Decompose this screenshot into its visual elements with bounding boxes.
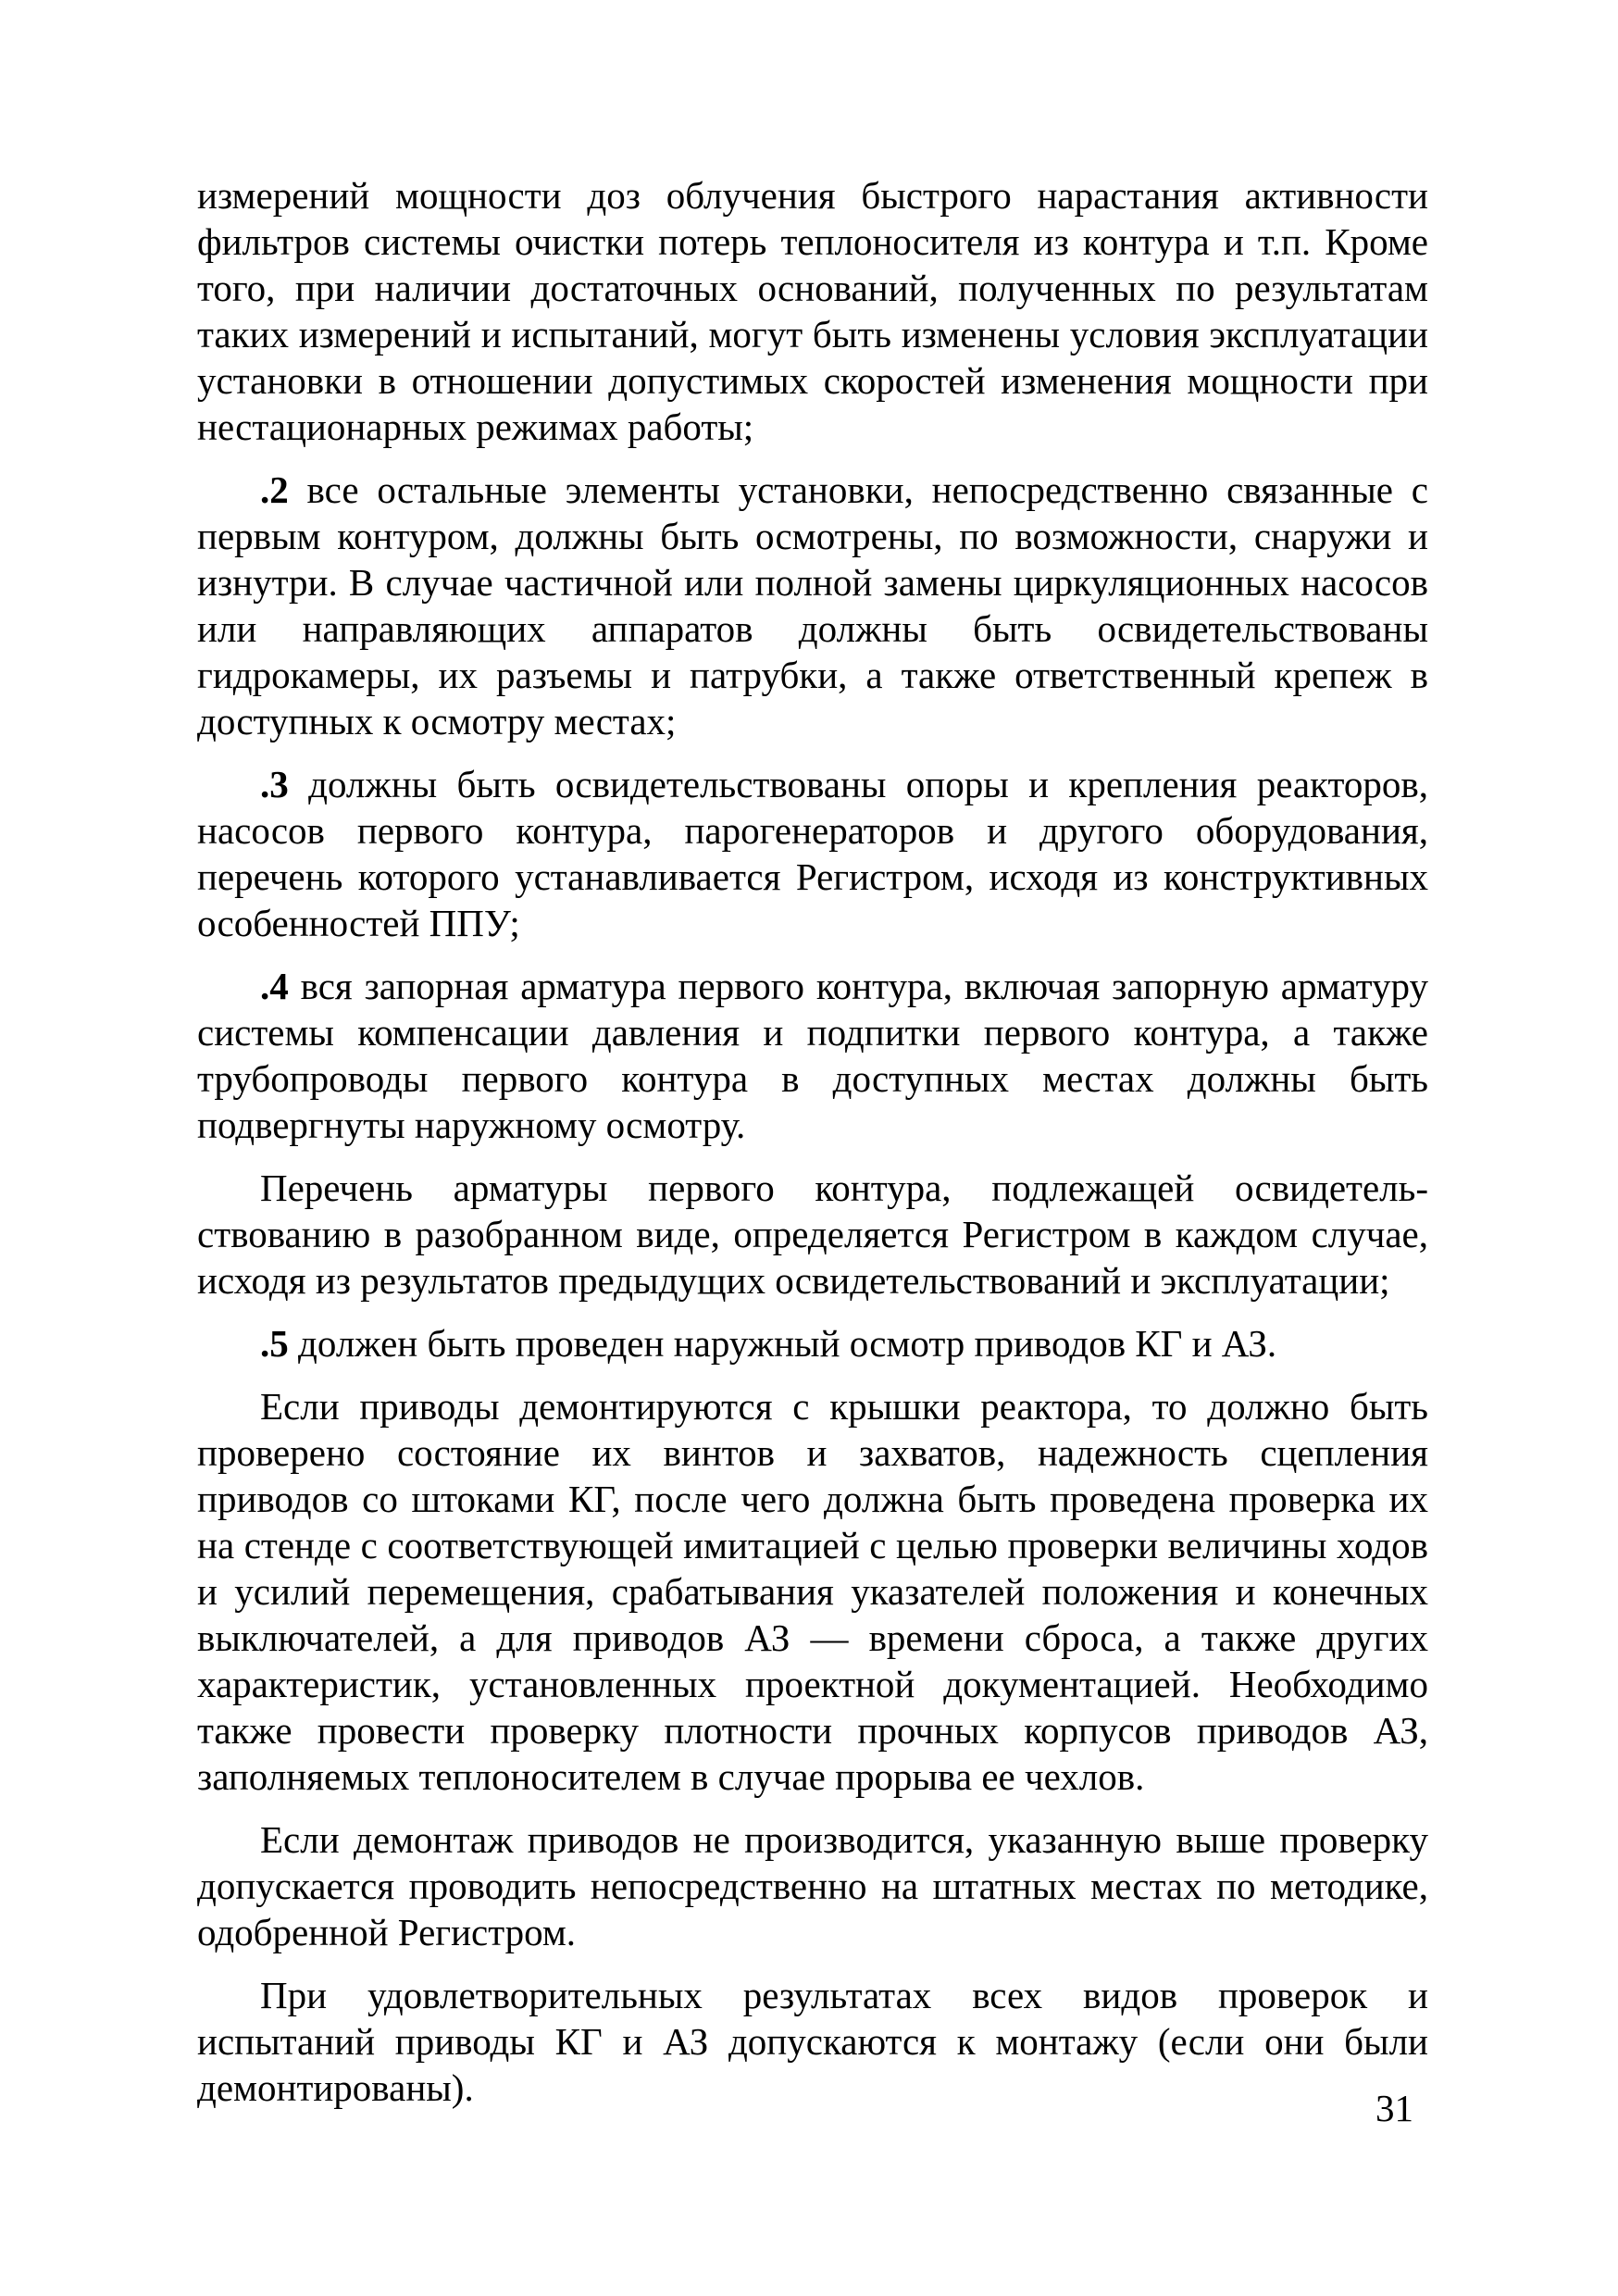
paragraph-no-dismount <box>197 1816 1428 1955</box>
paragraph-text: вся запорная арматура первого контура, включая запорную арматуру системы компенсации давления и подпитки первого контура, а также трубопроводы первого контура в доступных местах должны быть подвергнуты наружному осмотру. <box>197 965 1428 1146</box>
paragraph-satisfactory-results <box>197 1972 1428 2111</box>
paragraph-text: При удовлетворительных результатах всех видов проверок и испытаний приводы КГ и АЗ допускаются к монтажу (если они были демонтированы). <box>197 1974 1428 2109</box>
item-number: .2 <box>260 468 289 511</box>
paragraph-drives-dismount <box>197 1383 1428 1800</box>
paragraph-item-4 <box>197 963 1428 1148</box>
paragraph-text: Перечень арматуры первого контура, подлежащей освидетельствованию в разобранном виде, определяется Регистром в каждом случае, исходя из результатов предыдущих освидетельствований и эксплуатации; <box>197 1167 1428 1302</box>
paragraph-text: Если демонтаж приводов не производится, указанную выше проверку допускается проводить непосредственно на штатных местах по методике, одобренной Регистром. <box>197 1818 1428 1953</box>
item-number: .4 <box>260 965 289 1007</box>
paragraph-text: измерений мощности доз облучения быстрого нарастания активности фильтров системы очистки потерь теплоносителя из контура и т.п. Кроме того, при наличии достаточных оснований, полученных по результатам таких измерений и испытаний, могут быть изменены условия эксплуатации установки в отношении допустимых скоростей изменения мощности при нестационарных режимах работы; <box>197 174 1428 448</box>
document-body <box>197 172 1428 2128</box>
paragraph-item-3 <box>197 761 1428 946</box>
item-number: .3 <box>260 763 289 805</box>
paragraph-text: все остальные элементы установки, непосредственно связанные с первым контуром, должны быть осмотрены, по возможности, снаружи и изнутри. В случае частичной или полной замены циркуляционных насосов или направляющих аппаратов должны быть освидетельствованы гидрокамеры, их разъемы и патрубки, а также ответственный крепеж в доступных к осмотру местах; <box>197 468 1428 742</box>
paragraph-text: Если приводы демонтируются с крышки реактора, то должно быть проверено состояние их винтов и захватов, надежность сцепления приводов со штоками КГ, после чего должна быть проведена проверка их на стенде с соответствующей имитацией с целью проверки величины ходов и усилий перемещения, срабатывания указателей положения и конечных выключателей, а для приводов АЗ — времени сброса, а также других характеристик, установленных проектной документацией. Необходимо также провести проверку плотности прочных корпусов приводов АЗ, заполняемых теплоносителем в случае прорыва ее чехлов. <box>197 1385 1428 1798</box>
paragraph-continuation <box>197 172 1428 450</box>
paragraph-valves-list <box>197 1165 1428 1304</box>
paragraph-text: должны быть освидетельствованы опоры и крепления реакторов, насосов первого контура, парогенераторов и другого оборудования, перечень которого устанавливается Регистром, исходя из конструктивных особенностей ППУ; <box>197 763 1428 944</box>
paragraph-text: должен быть проведен наружный осмотр приводов КГ и АЗ. <box>288 1322 1277 1365</box>
paragraph-item-5 <box>197 1320 1428 1366</box>
item-number: .5 <box>260 1322 289 1365</box>
page-number: 31 <box>1375 2087 1413 2129</box>
paragraph-item-2 <box>197 467 1428 744</box>
